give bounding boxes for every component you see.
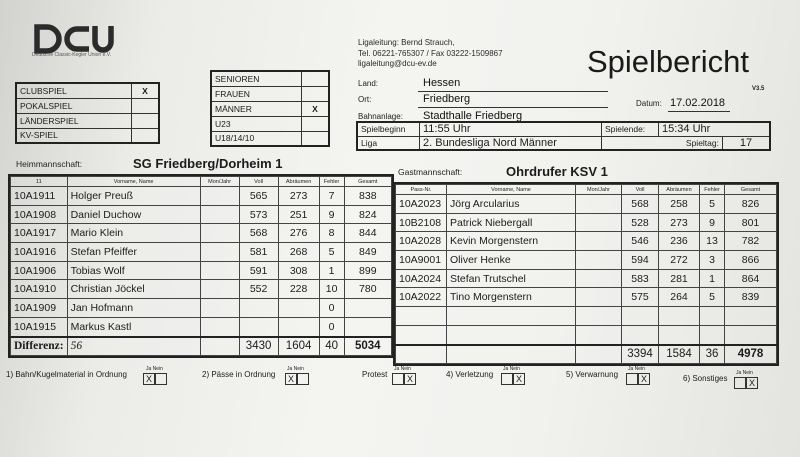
category-box [210, 70, 330, 147]
guest-team-name: Ohrdrufer KSV 1 [506, 164, 608, 179]
fehler-count: 3 [700, 251, 725, 270]
nein-checkbox[interactable]: X [404, 373, 416, 385]
player-name: Jörg Arcularius [447, 195, 576, 214]
player-name [447, 307, 576, 326]
pass-number: 10A2022 [396, 288, 447, 307]
game-type-mark [132, 98, 160, 113]
pass-number: 10A1911 [11, 187, 68, 206]
gesamt-score: 824 [344, 205, 391, 224]
pass-number: 10A1909 [11, 299, 68, 318]
gesamt-score: 844 [344, 224, 391, 243]
pass-number: 10A2023 [396, 195, 447, 214]
gesamt-score [344, 299, 391, 318]
abraeumen-score: 272 [659, 251, 700, 270]
nein-label: Nein [742, 370, 753, 376]
gesamt-score [725, 325, 777, 344]
column-header: Abräumen [278, 177, 319, 187]
ort-value: Friedberg [423, 93, 471, 105]
category-mark [302, 131, 330, 146]
birth-month-year [200, 224, 239, 243]
category-mark [302, 71, 330, 86]
voll-score [239, 317, 278, 336]
ja-checkbox[interactable] [734, 377, 746, 389]
home-results-table [8, 174, 394, 358]
table-row [396, 251, 777, 270]
nein-checkbox[interactable]: X [638, 373, 650, 385]
fehler-count: 0 [319, 299, 344, 318]
voll-score: 581 [239, 243, 278, 262]
game-type-mark [132, 113, 160, 128]
empty-cell [447, 345, 576, 364]
player-name: Markus Kastl [67, 317, 200, 336]
nein-checkbox[interactable] [155, 373, 167, 385]
gesamt-score [344, 317, 391, 336]
ja-nein-header [394, 366, 411, 372]
voll-score: 568 [239, 224, 278, 243]
pass-number: 10A9001 [396, 251, 447, 270]
empty-cell [200, 337, 239, 356]
table-row [11, 261, 392, 280]
fehler-count: 5 [319, 243, 344, 262]
land-value: Hessen [423, 77, 461, 89]
game-type-label: KV-SPIEL [16, 128, 132, 143]
voll-score: 528 [622, 213, 659, 232]
abraeumen-score [278, 317, 319, 336]
player-name: Jan Hofmann [67, 299, 200, 318]
pass-number: 10A1916 [11, 243, 68, 262]
category-mark [302, 86, 330, 101]
fehler-count [700, 307, 725, 326]
pass-number: 10A1917 [11, 224, 68, 243]
player-name: Christian Jöckel [67, 280, 200, 299]
voll-score: 552 [239, 280, 278, 299]
total-fehler: 36 [700, 345, 725, 364]
abraeumen-score: 276 [278, 224, 319, 243]
fehler-count: 7 [319, 187, 344, 206]
game-type-mark: X [132, 83, 160, 98]
column-header: Mon/Jahr [200, 177, 239, 187]
birth-month-year [576, 232, 622, 251]
birth-month-year [576, 325, 622, 344]
spielende-value: 15:34 Uhr [659, 122, 771, 136]
gesamt-score: 864 [725, 269, 777, 288]
birth-month-year [576, 288, 622, 307]
pass-number: 10B2108 [396, 213, 447, 232]
abraeumen-score [278, 299, 319, 318]
voll-score: 583 [622, 269, 659, 288]
column-header: Voll [239, 177, 278, 187]
ja-label: Ja [503, 366, 509, 372]
abraeumen-score: 273 [278, 187, 319, 206]
fehler-count: 5 [700, 288, 725, 307]
empty-cell [396, 345, 447, 364]
pass-number [396, 325, 447, 344]
table-row [396, 307, 777, 326]
fehler-count: 0 [319, 317, 344, 336]
pass-number: 10A1910 [11, 280, 68, 299]
pass-number: 10A1908 [11, 205, 68, 224]
fehler-count: 1 [700, 269, 725, 288]
birth-month-year [200, 187, 239, 206]
gesamt-score: 838 [344, 187, 391, 206]
total-voll: 3430 [239, 337, 278, 356]
land-label: Land: [358, 79, 379, 88]
player-name: Stefan Trutschel [447, 269, 576, 288]
birth-month-year [200, 243, 239, 262]
abraeumen-score: 251 [278, 205, 319, 224]
column-header: Gesamt [344, 177, 391, 187]
game-type-box [15, 82, 160, 144]
player-name: Tino Morgenstern [447, 288, 576, 307]
abraeumen-score: 228 [278, 280, 319, 299]
fehler-count: 13 [700, 232, 725, 251]
check-label: Protest [362, 370, 388, 379]
pass-number: 10A2028 [396, 232, 447, 251]
nein-checkbox[interactable]: X [746, 377, 758, 389]
ja-checkbox[interactable] [626, 373, 638, 385]
abraeumen-score: 281 [659, 269, 700, 288]
birth-month-year [576, 307, 622, 326]
table-row [11, 224, 392, 243]
fehler-count: 1 [319, 261, 344, 280]
gesamt-score [725, 307, 777, 326]
table-row [396, 213, 777, 232]
nein-label: Nein [152, 366, 163, 372]
logo-subtitle: Deutsche Classic-Kegler Union e.V. [32, 52, 112, 58]
birth-month-year [200, 299, 239, 318]
home-team-label: Heimmannschaft: [16, 159, 83, 169]
table-row [396, 288, 777, 307]
check-label: 6) Sonstiges [683, 374, 728, 383]
guest-results-table [393, 182, 779, 366]
voll-score: 546 [622, 232, 659, 251]
league-contact-line: Ligaleitung: Bernd Strauch, [358, 38, 455, 47]
total-gesamt: 5034 [344, 337, 391, 356]
gesamt-score: 780 [344, 280, 391, 299]
ja-label: Ja [628, 366, 634, 372]
ja-nein-header [736, 370, 753, 376]
bahnanlage-value: Stadthalle Friedberg [423, 110, 523, 122]
player-name: Patrick Niebergall [447, 213, 576, 232]
gesamt-score: 899 [344, 261, 391, 280]
table-row [11, 280, 392, 299]
ja-checkbox[interactable]: X [285, 373, 297, 385]
birth-month-year [576, 269, 622, 288]
spielende-label: Spielende: [602, 122, 659, 136]
gesamt-score: 839 [725, 288, 777, 307]
table-row [11, 243, 392, 262]
player-name: Daniel Duchow [67, 205, 200, 224]
ja-label: Ja [287, 366, 293, 372]
birth-month-year [200, 261, 239, 280]
nein-label: Nein [400, 366, 411, 372]
total-abraeumen: 1604 [278, 337, 319, 356]
ort-label: Ort: [358, 95, 372, 104]
game-type-label: POKALSPIEL [16, 98, 132, 113]
abraeumen-score [659, 325, 700, 344]
spieltag-value: 17 [723, 136, 771, 150]
gesamt-score: 849 [344, 243, 391, 262]
abraeumen-score: 273 [659, 213, 700, 232]
totals-row [11, 337, 392, 356]
column-header: Gesamt [725, 185, 777, 195]
abraeumen-score [659, 307, 700, 326]
player-name [447, 325, 576, 344]
abraeumen-score: 268 [278, 243, 319, 262]
abraeumen-score: 264 [659, 288, 700, 307]
birth-month-year [576, 251, 622, 270]
match-info-table [356, 121, 771, 151]
table-row [11, 205, 392, 224]
voll-score [622, 325, 659, 344]
divider [418, 91, 608, 92]
abraeumen-score: 236 [659, 232, 700, 251]
table-row [396, 195, 777, 214]
bahnanlage-label: Bahnanlage: [358, 112, 403, 121]
fehler-count: 9 [700, 213, 725, 232]
ja-nein-header [146, 366, 163, 372]
birth-month-year [200, 280, 239, 299]
difference-value: 56 [67, 337, 200, 356]
voll-score: 568 [622, 195, 659, 214]
category-label: FRAUEN [211, 86, 302, 101]
difference-label: Differenz: [11, 337, 68, 356]
divider [668, 111, 730, 112]
game-type-label: CLUBSPIEL [16, 83, 132, 98]
check-label: 4) Verletzung [446, 370, 494, 379]
ja-label: Ja [394, 366, 400, 372]
fehler-count: 10 [319, 280, 344, 299]
datum-label: Datum: [636, 99, 662, 108]
spielbeginn-label: Spielbeginn [357, 122, 420, 136]
player-name: Holger Preuß [67, 187, 200, 206]
table-row [11, 299, 392, 318]
table-row [396, 325, 777, 344]
ja-checkbox[interactable] [392, 373, 404, 385]
fehler-count: 8 [319, 224, 344, 243]
voll-score: 573 [239, 205, 278, 224]
league-contact-line: ligaleitung@dcu-ev.de [358, 59, 437, 68]
pass-number [396, 307, 447, 326]
birth-month-year [200, 205, 239, 224]
empty-cell [576, 345, 622, 364]
total-voll: 3394 [622, 345, 659, 364]
nein-checkbox[interactable] [297, 373, 309, 385]
player-name: Oliver Henke [447, 251, 576, 270]
voll-score: 591 [239, 261, 278, 280]
table-row [396, 232, 777, 251]
league-contact-line: Tel. 06221-765307 / Fax 03222-1509867 [358, 48, 503, 58]
pass-number: 10A1906 [11, 261, 68, 280]
total-gesamt: 4978 [725, 345, 777, 364]
total-fehler: 40 [319, 337, 344, 356]
voll-score [239, 299, 278, 318]
abraeumen-score: 258 [659, 195, 700, 214]
liga-label: Liga [357, 136, 420, 150]
check-label: 2) Pässe in Ordnung [202, 370, 276, 379]
pass-number: 10A2024 [396, 269, 447, 288]
league-contact [358, 38, 503, 70]
category-label: MÄNNER [211, 101, 302, 116]
nein-checkbox[interactable]: X [513, 373, 525, 385]
category-label: U18/14/10 [211, 131, 302, 146]
pass-number: 10A1915 [11, 317, 68, 336]
gesamt-score: 782 [725, 232, 777, 251]
ja-label: Ja [146, 366, 152, 372]
ja-checkbox[interactable] [501, 373, 513, 385]
voll-score: 565 [239, 187, 278, 206]
ja-nein-header [287, 366, 304, 372]
nein-label: Nein [293, 366, 304, 372]
game-type-mark [132, 128, 160, 143]
player-name: Stefan Pfeiffer [67, 243, 200, 262]
column-header: Pass-Nr. [396, 185, 447, 195]
datum-value: 17.02.2018 [670, 97, 726, 109]
fehler-count: 9 [319, 205, 344, 224]
abraeumen-score: 308 [278, 261, 319, 280]
nein-label: Nein [509, 366, 520, 372]
player-name: Kevin Morgenstern [447, 232, 576, 251]
fehler-count: 5 [700, 195, 725, 214]
category-label: U23 [211, 116, 302, 131]
voll-score: 594 [622, 251, 659, 270]
category-mark: X [302, 101, 330, 116]
column-header: Fehler [319, 177, 344, 187]
nein-label: Nein [634, 366, 645, 372]
voll-score [622, 307, 659, 326]
column-header: 11 [11, 177, 68, 187]
ja-nein-header [503, 366, 520, 372]
column-header: Abräumen [659, 185, 700, 195]
column-header: Voll [622, 185, 659, 195]
category-label: SENIOREN [211, 71, 302, 86]
fehler-count [700, 325, 725, 344]
check-label: 5) Verwarnung [566, 370, 619, 379]
liga-value: 2. Bundesliga Nord Männer [420, 136, 602, 150]
guest-team-label: Gastmannschaft: [398, 167, 463, 177]
ja-nein-header [628, 366, 645, 372]
player-name: Tobias Wolf [67, 261, 200, 280]
table-row [396, 269, 777, 288]
column-header: Mon/Jahr [576, 185, 622, 195]
column-header: Vorname, Name [67, 177, 200, 187]
birth-month-year [576, 195, 622, 214]
spieltag-label: Spieltag: [602, 136, 723, 150]
birth-month-year [576, 213, 622, 232]
totals-row [396, 345, 777, 364]
category-mark [302, 116, 330, 131]
version-label: V3.5 [752, 86, 765, 92]
gesamt-score: 866 [725, 251, 777, 270]
table-row [11, 317, 392, 336]
total-abraeumen: 1584 [659, 345, 700, 364]
page-title: Spielbericht [587, 44, 749, 79]
voll-score: 575 [622, 288, 659, 307]
birth-month-year [200, 317, 239, 336]
gesamt-score: 801 [725, 213, 777, 232]
gesamt-score: 826 [725, 195, 777, 214]
spielbeginn-value: 11:55 Uhr [420, 122, 602, 136]
table-row [11, 187, 392, 206]
ja-checkbox[interactable]: X [143, 373, 155, 385]
column-header: Vorname, Name [447, 185, 576, 195]
check-label: 1) Bahn/Kugelmaterial in Ordnung [6, 370, 127, 379]
home-team-name: SG Friedberg/Dorheim 1 [133, 156, 283, 171]
divider [418, 107, 608, 108]
game-type-label: LÄNDERSPIEL [16, 113, 132, 128]
column-header: Fehler [700, 185, 725, 195]
player-name: Mario Klein [67, 224, 200, 243]
ja-label: Ja [736, 370, 742, 376]
